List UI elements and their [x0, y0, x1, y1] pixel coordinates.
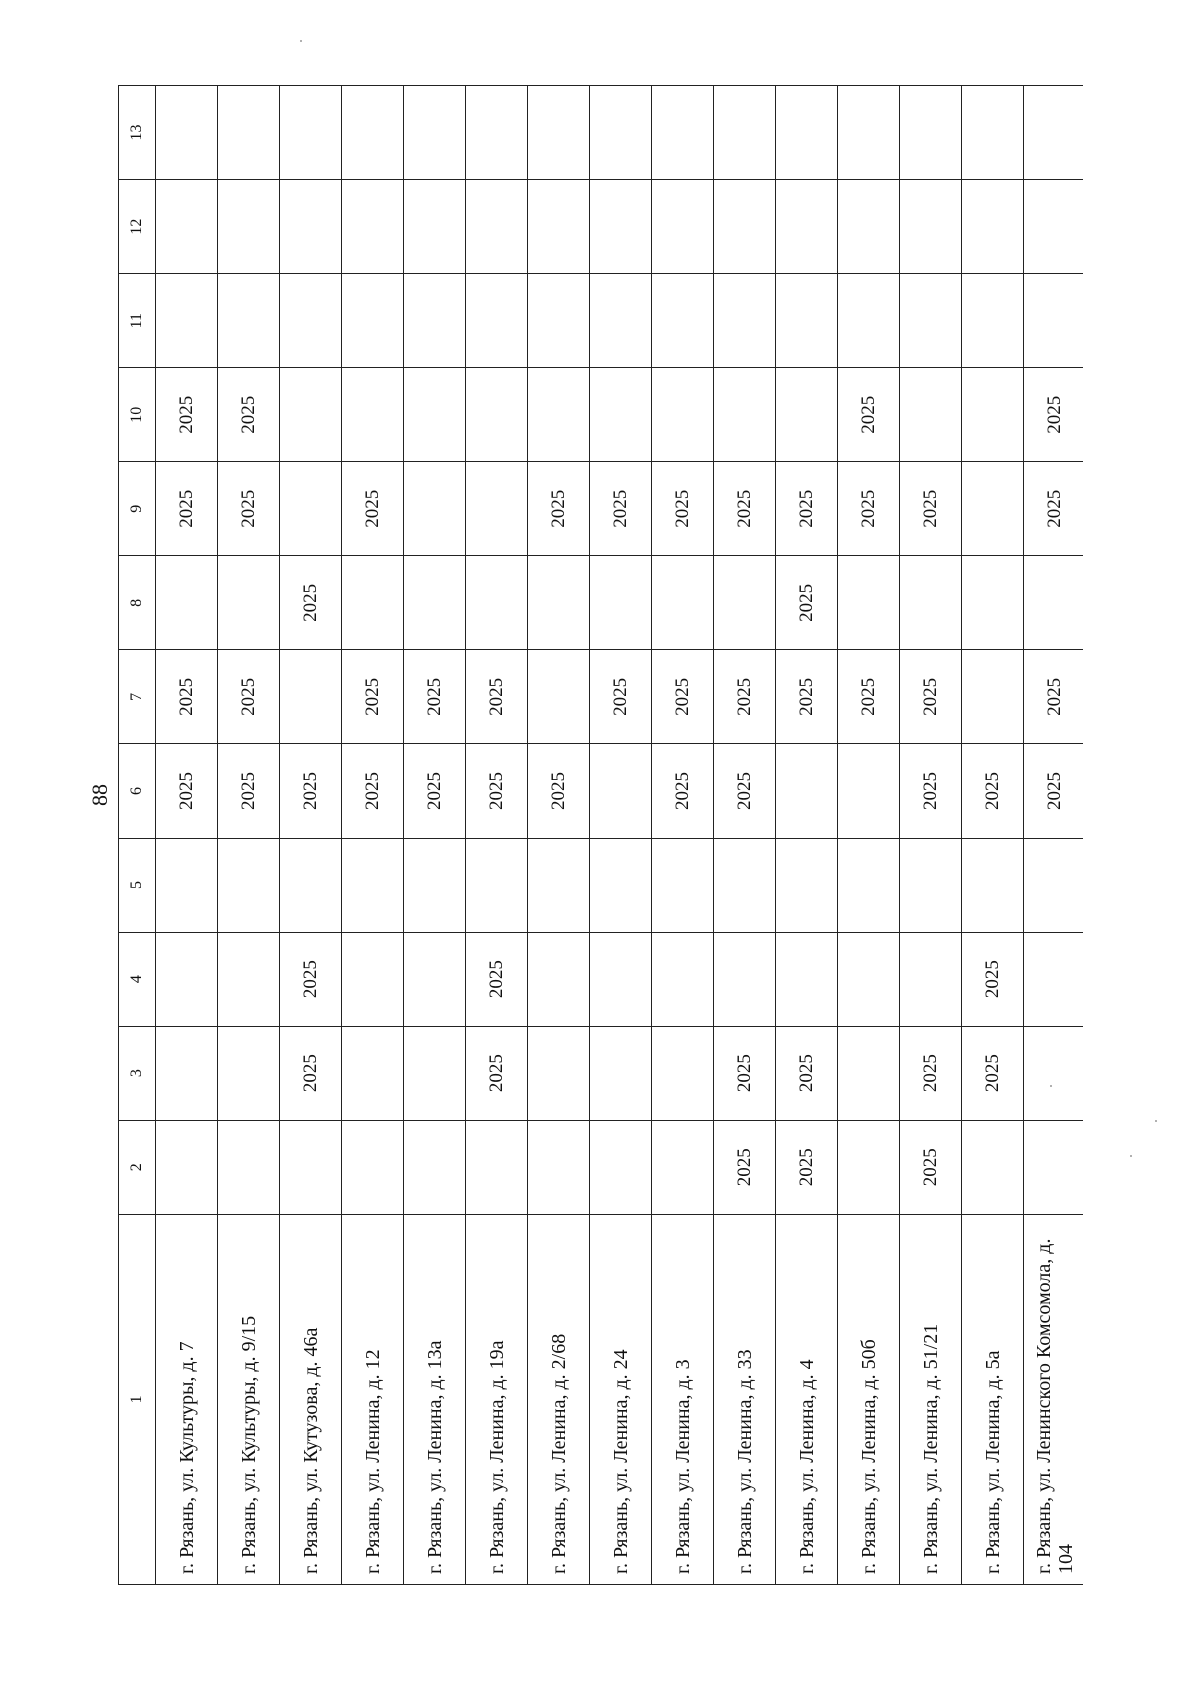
address-cell: г. Рязань, ул. Ленинского Комсомола, д. 104 [1024, 1214, 1084, 1584]
year-cell [466, 1120, 528, 1214]
year-cell [528, 274, 590, 368]
year-cell [652, 274, 714, 368]
year-cell [900, 274, 962, 368]
year-cell [466, 556, 528, 650]
column-header: 10 [119, 368, 156, 462]
year-cell: 2025 [838, 650, 900, 744]
year-cell [218, 1026, 280, 1120]
year-cell: 2025 [652, 650, 714, 744]
year-cell [900, 180, 962, 274]
table-row [466, 86, 528, 1585]
column-header: 11 [119, 274, 156, 368]
table-row [280, 86, 342, 1585]
year-cell [528, 1120, 590, 1214]
year-cell: 2025 [342, 462, 404, 556]
year-cell [1024, 838, 1084, 932]
year-cell: 2025 [342, 744, 404, 838]
year-cell [714, 838, 776, 932]
year-cell: 2025 [962, 1026, 1024, 1120]
address-cell: г. Рязань, ул. Ленина, д. 12 [342, 1214, 404, 1584]
table-row [776, 86, 838, 1585]
year-cell [156, 932, 218, 1026]
column-header: 8 [119, 556, 156, 650]
year-cell [714, 180, 776, 274]
year-cell: 2025 [156, 368, 218, 462]
year-cell [218, 932, 280, 1026]
year-cell [962, 368, 1024, 462]
year-cell [404, 368, 466, 462]
year-cell [962, 556, 1024, 650]
year-cell [838, 1120, 900, 1214]
year-cell [900, 556, 962, 650]
address-cell: г. Рязань, ул. Ленина, д. 4 [776, 1214, 838, 1584]
page-number: 88 [87, 784, 112, 806]
address-cell: г. Рязань, ул. Ленина, д. 2/68 [528, 1214, 590, 1584]
year-cell [342, 1026, 404, 1120]
year-cell [900, 86, 962, 180]
year-cell: 2025 [900, 1026, 962, 1120]
column-header: 2 [119, 1120, 156, 1214]
year-cell [838, 180, 900, 274]
table-row [962, 86, 1024, 1585]
year-cell: 2025 [218, 744, 280, 838]
year-cell [280, 838, 342, 932]
year-cell: 2025 [218, 650, 280, 744]
address-cell: г. Рязань, ул. Кутузова, д. 46а [280, 1214, 342, 1584]
year-cell: 2025 [900, 650, 962, 744]
year-cell [962, 180, 1024, 274]
scan-speck [1155, 1120, 1157, 1122]
table-container [118, 85, 1083, 1585]
year-cell [776, 838, 838, 932]
year-cell [652, 368, 714, 462]
address-cell: г. Рязань, ул. Ленина, д. 19а [466, 1214, 528, 1584]
year-cell [404, 180, 466, 274]
year-cell: 2025 [900, 1120, 962, 1214]
year-cell [404, 86, 466, 180]
year-cell: 2025 [342, 650, 404, 744]
address-cell: г. Рязань, ул. Ленина, д. 50б [838, 1214, 900, 1584]
year-cell [962, 462, 1024, 556]
year-cell [714, 274, 776, 368]
year-cell [776, 368, 838, 462]
year-cell: 2025 [404, 650, 466, 744]
table-row [404, 86, 466, 1585]
scan-speck [300, 40, 302, 42]
column-header: 1 [119, 1214, 156, 1584]
year-cell: 2025 [466, 650, 528, 744]
table-row [838, 86, 900, 1585]
year-cell: 2025 [280, 1026, 342, 1120]
year-cell [900, 838, 962, 932]
year-cell [838, 274, 900, 368]
year-cell: 2025 [280, 744, 342, 838]
year-cell [590, 1120, 652, 1214]
year-cell: 2025 [776, 462, 838, 556]
year-cell [776, 274, 838, 368]
year-cell [218, 556, 280, 650]
column-header: 12 [119, 180, 156, 274]
year-cell [404, 932, 466, 1026]
year-cell [962, 1120, 1024, 1214]
year-cell: 2025 [652, 462, 714, 556]
year-cell [280, 368, 342, 462]
year-cell [590, 556, 652, 650]
year-cell [528, 86, 590, 180]
year-cell [528, 368, 590, 462]
year-cell [218, 1120, 280, 1214]
column-header: 13 [119, 86, 156, 180]
column-header: 9 [119, 462, 156, 556]
year-cell [280, 274, 342, 368]
year-cell: 2025 [1024, 462, 1084, 556]
year-cell [714, 368, 776, 462]
address-cell: г. Рязань, ул. Культуры, д. 7 [156, 1214, 218, 1584]
year-cell [156, 556, 218, 650]
column-header: 3 [119, 1026, 156, 1120]
table-row [218, 86, 280, 1585]
year-cell: 2025 [714, 650, 776, 744]
year-cell [528, 932, 590, 1026]
year-cell [838, 1026, 900, 1120]
year-cell [404, 556, 466, 650]
year-cell [1024, 274, 1084, 368]
year-cell: 2025 [652, 744, 714, 838]
year-cell [280, 1120, 342, 1214]
year-cell [652, 932, 714, 1026]
year-cell [590, 932, 652, 1026]
year-cell [1024, 86, 1084, 180]
year-cell: 2025 [218, 368, 280, 462]
header-row [119, 86, 156, 1585]
year-cell [962, 650, 1024, 744]
year-cell [466, 86, 528, 180]
table-row [528, 86, 590, 1585]
year-cell [342, 556, 404, 650]
year-cell: 2025 [714, 1026, 776, 1120]
year-cell [962, 838, 1024, 932]
year-cell: 2025 [838, 462, 900, 556]
year-cell: 2025 [1024, 650, 1084, 744]
year-cell [404, 1026, 466, 1120]
year-cell [838, 86, 900, 180]
year-cell [218, 838, 280, 932]
scan-speck [1130, 1155, 1132, 1157]
year-cell: 2025 [280, 556, 342, 650]
year-cell: 2025 [156, 650, 218, 744]
year-cell: 2025 [900, 462, 962, 556]
year-cell [280, 650, 342, 744]
year-cell [466, 180, 528, 274]
year-cell [590, 838, 652, 932]
year-cell [280, 86, 342, 180]
address-cell: г. Рязань, ул. Ленина, д. 13а [404, 1214, 466, 1584]
year-cell [776, 86, 838, 180]
table-row [900, 86, 962, 1585]
year-cell [218, 86, 280, 180]
year-cell [156, 86, 218, 180]
year-cell: 2025 [776, 650, 838, 744]
year-cell [900, 932, 962, 1026]
year-cell [652, 180, 714, 274]
year-cell [590, 744, 652, 838]
year-cell: 2025 [156, 462, 218, 556]
year-cell [528, 1026, 590, 1120]
year-cell [776, 932, 838, 1026]
table-row [652, 86, 714, 1585]
column-header: 7 [119, 650, 156, 744]
year-cell [218, 274, 280, 368]
year-cell: 2025 [714, 1120, 776, 1214]
year-cell: 2025 [466, 1026, 528, 1120]
year-cell [590, 86, 652, 180]
year-cell [466, 838, 528, 932]
year-cell [1024, 556, 1084, 650]
year-cell [528, 556, 590, 650]
schedule-table [118, 85, 1083, 1585]
year-cell [528, 650, 590, 744]
year-cell: 2025 [528, 744, 590, 838]
year-cell [838, 838, 900, 932]
year-cell [962, 274, 1024, 368]
year-cell: 2025 [1024, 368, 1084, 462]
year-cell [218, 180, 280, 274]
year-cell [342, 838, 404, 932]
year-cell [1024, 932, 1084, 1026]
table-body [119, 86, 1084, 1585]
year-cell [1024, 180, 1084, 274]
year-cell [466, 274, 528, 368]
year-cell: 2025 [528, 462, 590, 556]
year-cell: 2025 [404, 744, 466, 838]
scan-speck [1050, 1085, 1052, 1087]
year-cell [404, 838, 466, 932]
year-cell [714, 556, 776, 650]
address-cell: г. Рязань, ул. Ленина, д. 3 [652, 1214, 714, 1584]
year-cell [1024, 1026, 1084, 1120]
address-cell: г. Рязань, ул. Ленина, д. 5а [962, 1214, 1024, 1584]
year-cell: 2025 [776, 1120, 838, 1214]
year-cell [652, 838, 714, 932]
year-cell [404, 274, 466, 368]
address-cell: г. Рязань, ул. Ленина, д. 24 [590, 1214, 652, 1584]
year-cell [528, 180, 590, 274]
year-cell [714, 86, 776, 180]
year-cell [1024, 1120, 1084, 1214]
table-row [714, 86, 776, 1585]
year-cell [156, 1120, 218, 1214]
year-cell [652, 1120, 714, 1214]
year-cell [466, 462, 528, 556]
year-cell: 2025 [838, 368, 900, 462]
year-cell: 2025 [466, 932, 528, 1026]
year-cell [838, 932, 900, 1026]
year-cell [342, 1120, 404, 1214]
year-cell [590, 1026, 652, 1120]
year-cell: 2025 [466, 744, 528, 838]
column-header: 4 [119, 932, 156, 1026]
year-cell [590, 180, 652, 274]
address-cell: г. Рязань, ул. Культуры, д. 9/15 [218, 1214, 280, 1584]
year-cell [652, 1026, 714, 1120]
year-cell [652, 556, 714, 650]
year-cell: 2025 [156, 744, 218, 838]
year-cell: 2025 [962, 932, 1024, 1026]
table-row [342, 86, 404, 1585]
year-cell: 2025 [590, 462, 652, 556]
year-cell: 2025 [590, 650, 652, 744]
year-cell [280, 180, 342, 274]
year-cell [156, 180, 218, 274]
year-cell: 2025 [962, 744, 1024, 838]
year-cell [776, 180, 838, 274]
year-cell [590, 368, 652, 462]
year-cell [156, 838, 218, 932]
address-cell: г. Рязань, ул. Ленина, д. 33 [714, 1214, 776, 1584]
year-cell [838, 744, 900, 838]
year-cell: 2025 [714, 744, 776, 838]
column-header: 6 [119, 744, 156, 838]
table-row [156, 86, 218, 1585]
year-cell [342, 86, 404, 180]
year-cell: 2025 [218, 462, 280, 556]
year-cell [714, 932, 776, 1026]
year-cell [590, 274, 652, 368]
year-cell: 2025 [776, 1026, 838, 1120]
table-row [590, 86, 652, 1585]
year-cell [280, 462, 342, 556]
year-cell: 2025 [776, 556, 838, 650]
column-header: 5 [119, 838, 156, 932]
year-cell [404, 462, 466, 556]
year-cell: 2025 [280, 932, 342, 1026]
year-cell [156, 274, 218, 368]
year-cell [404, 1120, 466, 1214]
year-cell [156, 1026, 218, 1120]
year-cell [652, 86, 714, 180]
year-cell [342, 368, 404, 462]
year-cell [342, 180, 404, 274]
year-cell [342, 274, 404, 368]
year-cell [466, 368, 528, 462]
year-cell [528, 838, 590, 932]
year-cell [776, 744, 838, 838]
year-cell [900, 368, 962, 462]
year-cell [342, 932, 404, 1026]
table-row [1024, 86, 1084, 1585]
year-cell: 2025 [714, 462, 776, 556]
address-cell: г. Рязань, ул. Ленина, д. 51/21 [900, 1214, 962, 1584]
year-cell [962, 86, 1024, 180]
year-cell: 2025 [1024, 744, 1084, 838]
year-cell [838, 556, 900, 650]
year-cell: 2025 [900, 744, 962, 838]
